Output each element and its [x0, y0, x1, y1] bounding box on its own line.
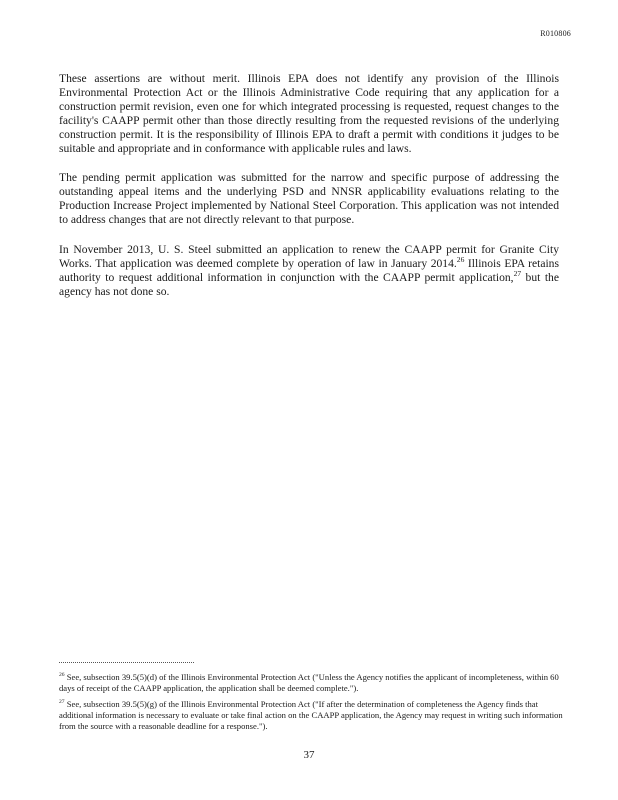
- document-id: R010806: [540, 29, 571, 38]
- body-paragraph-1: These assertions are without merit. Illinois EPA does not identify any provision of the Illinois Environmental Protection Act or the Illinois Administrative Code requiring that any application for a construction permit revision, even one for which integrated processing is requested, request changes to the facility's CAAPP permit other than those directly resulting from the requested revisions of the underlying construction permit. It is the responsibility of Illinois EPA to draft a permit with conditions it judges to be suitable and appropriate and in conformance with applicable rules and laws.: [59, 72, 559, 155]
- paragraph-3-end: but the agency has not done so.: [59, 270, 559, 298]
- footnote-divider: [59, 662, 194, 663]
- page-number: 37: [303, 749, 315, 761]
- body-paragraph-3: [59, 243, 559, 299]
- footnote-mark-26: 26: [59, 672, 65, 679]
- paragraph-3-middle: Illinois EPA retains authority to request additional information in conjunction with the CAAPP permit application,: [59, 256, 559, 284]
- body-paragraph-2: The pending permit application was submitted for the narrow and specific purpose of addressing the outstanding appeal items and the underlying PSD and NNSR applicability evaluations relating to the Production Increase Project implemented by National Steel Corporation. This application was not intended to address changes that are not directly relevant to that purpose.: [59, 171, 559, 226]
- footnote-26-text: See, subsection 39.5(5)(d) of the Illinois Environmental Protection Act ("Unless the Agency notifies the applicant of incompleteness, within 60 days of receipt of the CAAPP application, the application shall be deemed complete.").: [59, 672, 559, 693]
- footnote-ref-26[interactable]: 26: [456, 255, 465, 265]
- footnote-26: [59, 672, 564, 694]
- footnote-27: [59, 699, 564, 731]
- footnote-27-text: See, subsection 39.5(5)(g) of the Illinois Environmental Protection Act ("If after the determination of completeness the Agency finds that additional information is necessary to evaluate or take final action on the CAAPP application, the Agency may request in writing such information from the source with a reasonable deadline for a response.").: [59, 699, 563, 731]
- paragraph-3-text: In November 2013, U. S. Steel submitted an application to renew the CAAPP permit for Granite City Works. That application was deemed complete by operation of law in January 2014.: [59, 243, 559, 270]
- footnote-ref-27[interactable]: 27: [513, 268, 522, 278]
- footnote-mark-27: 27: [59, 699, 65, 706]
